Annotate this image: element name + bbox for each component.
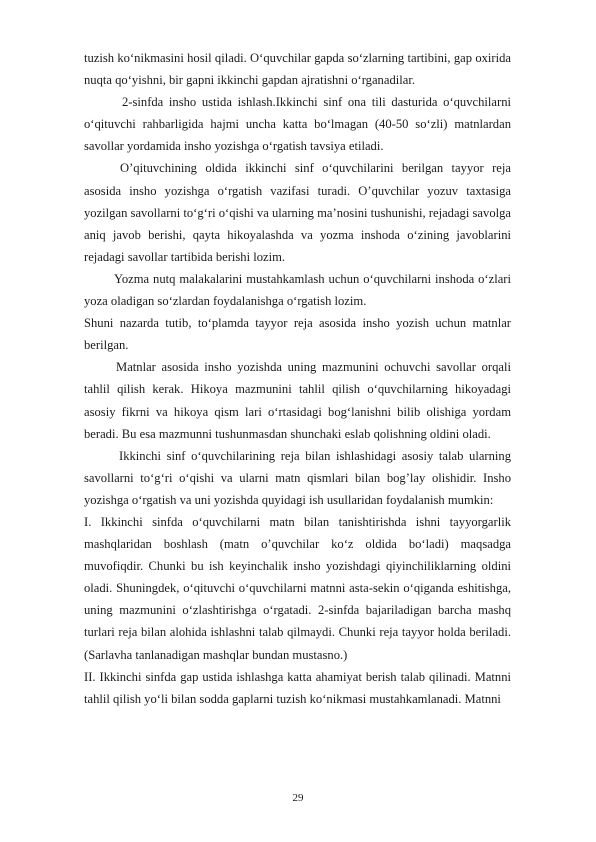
paragraph-reja-talab: Ikkinchi sinf o‘quvchilarining reja bilan ishlashidagi asosiy talab ularning savollarni to‘g‘ri o‘qishi va ularni matn qismlari bilan bog’lay olishidir. Insho yozishga o‘rgatish va uni yozishda quyidagi ish usullaridan foydalanish mumkin: xyxy=(84,448,511,507)
body-text xyxy=(84,47,511,710)
paragraph-yozma-nutq: Yozma nutq malakalarini mustahkamlash uchun o‘quvchilarni inshoda o‘zlari yoza oladigan so‘zlardan foydalanishga o‘rgatish lozim. xyxy=(84,271,511,309)
paragraph-2-sinf-insho: 2-sinfda insho ustida ishlash.Ikkinchi sinf ona tili dasturida o‘quvchilarni o‘qituvchi rahbarligida hajmi uncha katta bo‘lmagan (40-50 so‘zli) matnlardan savollar yordamida insho yozishga o‘rgatish tavsiya etiladi. xyxy=(84,95,511,154)
paragraph-shuni-nazarda: Shuni nazarda tutib, to‘plamda tayyor reja asosida insho yozish uchun matnlar berilgan. xyxy=(84,316,511,353)
page-number: 29 xyxy=(292,792,304,804)
paragraph-item-i: I. Ikkinchi sinfda o‘quvchilarni matn bilan tanishtirishda ishni tayyorgarlik mashqlaridan boshlash (matn o’quvchilar ko‘z oldida bo‘ladi) maqsadga muvofiqdir. Chunki bu ish keyinchalik insho yozishdagi qiyinchiliklarning oldini oladi. Shuningdek, o‘qituvchi o‘quvchilarni matnni asta-sekin o‘qiganda eshitishga, uning mazmunini o‘zlashtirishga o‘rgatadi. 2-sinfda bajariladigan barcha mashq turlari reja bilan alohida ishlashni talab qilmaydi. Chunki reja tayyor holda beriladi. (Sarlavha tanlanadigan mashqlar bundan mustasno.) xyxy=(84,514,511,662)
paragraph-item-ii: II. Ikkinchi sinfda gap ustida ishlashga katta ahamiyat berish talab qilinadi. Matnni tahlil qilish yo‘li bilan sodda gaplarni tuzish ko‘nikmasi mustahkamlanadi. Matnni xyxy=(84,669,511,706)
paragraph-oqituvchi-vazifasi: O’qituvchining oldida ikkinchi sinf o‘quvchilarini berilgan tayyor reja asosida insho yozishga o‘rgatish vazifasi turadi. O’quvchilar yozuv taxtasiga yozilgan savollarni to‘g‘ri o‘qishi va ularning ma’nosini tushunishi, rejadagi savolga aniq javob berishi, qayta hikoyalashda va yozma inshoda o‘zining javoblarini rejadagi savollar tartibida berishi lozim. xyxy=(84,161,511,264)
paragraph-matnlar-asosida: Matnlar asosida insho yozishda uning mazmunini ochuvchi savollar orqali tahlil qilish kerak. Hikoya mazmunini tahlil qilish o‘quvchilarning hikoyadagi asosiy fikrni va hikoya qism lari o‘rtasidagi bog‘lanishni bilib olishiga yordam beradi. Bu esa mazmunni tushunmasdan shunchaki eslab qolishning oldini oladi. xyxy=(84,360,511,441)
paragraph-continuation: tuzish ko‘nikmasini hosil qiladi. O‘quvchilar gapda so‘zlarning tartibini, gap oxirida nuqta qo‘yishni, bir gapni ikkinchi gapdan ajratishni o‘rganadilar. xyxy=(84,51,511,88)
